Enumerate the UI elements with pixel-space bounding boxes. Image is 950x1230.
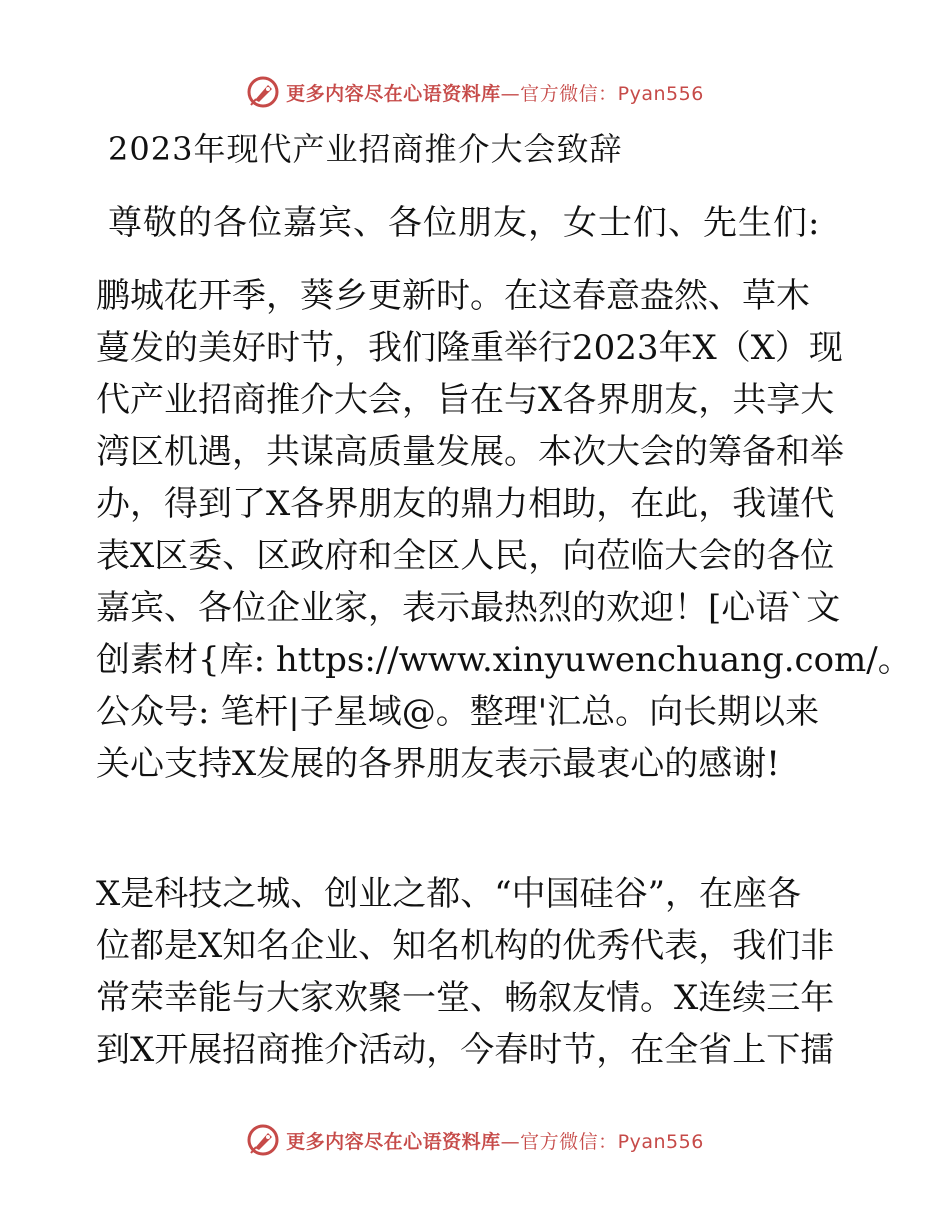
paragraph-line: 湾区机遇，共谋高质量发展。本次大会的筹备和举 bbox=[96, 432, 844, 472]
pen-nib-logo-icon bbox=[246, 75, 280, 109]
pen-nib-logo-icon bbox=[246, 1123, 280, 1157]
header-banner bbox=[0, 72, 950, 112]
banner-wechat: 官方微信：Pyan556 bbox=[520, 82, 704, 105]
paragraph-line: 办，得到了X各界朋友的鼎力相助，在此，我谨代 bbox=[96, 484, 835, 524]
paragraph-line: 嘉宾、各位企业家，表示最热烈的欢迎！[心语`文 bbox=[96, 588, 841, 628]
paragraph-line: 到X开展招商推介活动，今春时节，在全省上下擂 bbox=[96, 1030, 835, 1070]
paragraph-1 bbox=[96, 270, 912, 790]
banner-slogan: 更多内容尽在心语资料库 bbox=[286, 1130, 501, 1153]
banner-text bbox=[286, 1127, 704, 1154]
paragraph-line: X是科技之城、创业之都、“中国硅谷”，在座各 bbox=[96, 874, 801, 914]
paragraph-line: 鹏城花开季，葵乡更新时。在这春意盎然、草木 bbox=[96, 276, 810, 316]
paragraph-2 bbox=[96, 868, 856, 1076]
banner-separator: — bbox=[500, 1130, 521, 1153]
paragraph-line: 蔓发的美好时节，我们隆重举行2023年X（X）现 bbox=[96, 328, 843, 368]
banner-text bbox=[286, 79, 704, 106]
paragraph-line: 关心支持X发展的各界朋友表示最衷心的感谢! bbox=[96, 744, 780, 784]
banner-slogan: 更多内容尽在心语资料库 bbox=[286, 82, 501, 105]
paragraph-line: 公众号: 笔杆|子星域@。整理'汇总。向长期以来 bbox=[96, 692, 820, 732]
footer-banner bbox=[0, 1120, 950, 1160]
page-title: 2023年现代产业招商推介大会致辞 bbox=[108, 130, 623, 168]
paragraph-line: 代产业招商推介大会，旨在与X各界朋友，共享大 bbox=[96, 380, 835, 420]
banner-wechat: 官方微信：Pyan556 bbox=[520, 1130, 704, 1153]
salutation: 尊敬的各位嘉宾、各位朋友，女士们、先生们: bbox=[108, 203, 821, 243]
banner-separator: — bbox=[500, 82, 521, 105]
paragraph-line: 位都是X知名企业、知名机构的优秀代表，我们非 bbox=[96, 926, 835, 966]
paragraph-line: 表X区委、区政府和全区人民，向莅临大会的各位 bbox=[96, 536, 835, 576]
paragraph-line: 常荣幸能与大家欢聚一堂、畅叙友情。X连续三年 bbox=[96, 978, 835, 1018]
paragraph-line: 创素材{库: https://www.xinyuwenchuang.com/。 bbox=[96, 640, 912, 680]
